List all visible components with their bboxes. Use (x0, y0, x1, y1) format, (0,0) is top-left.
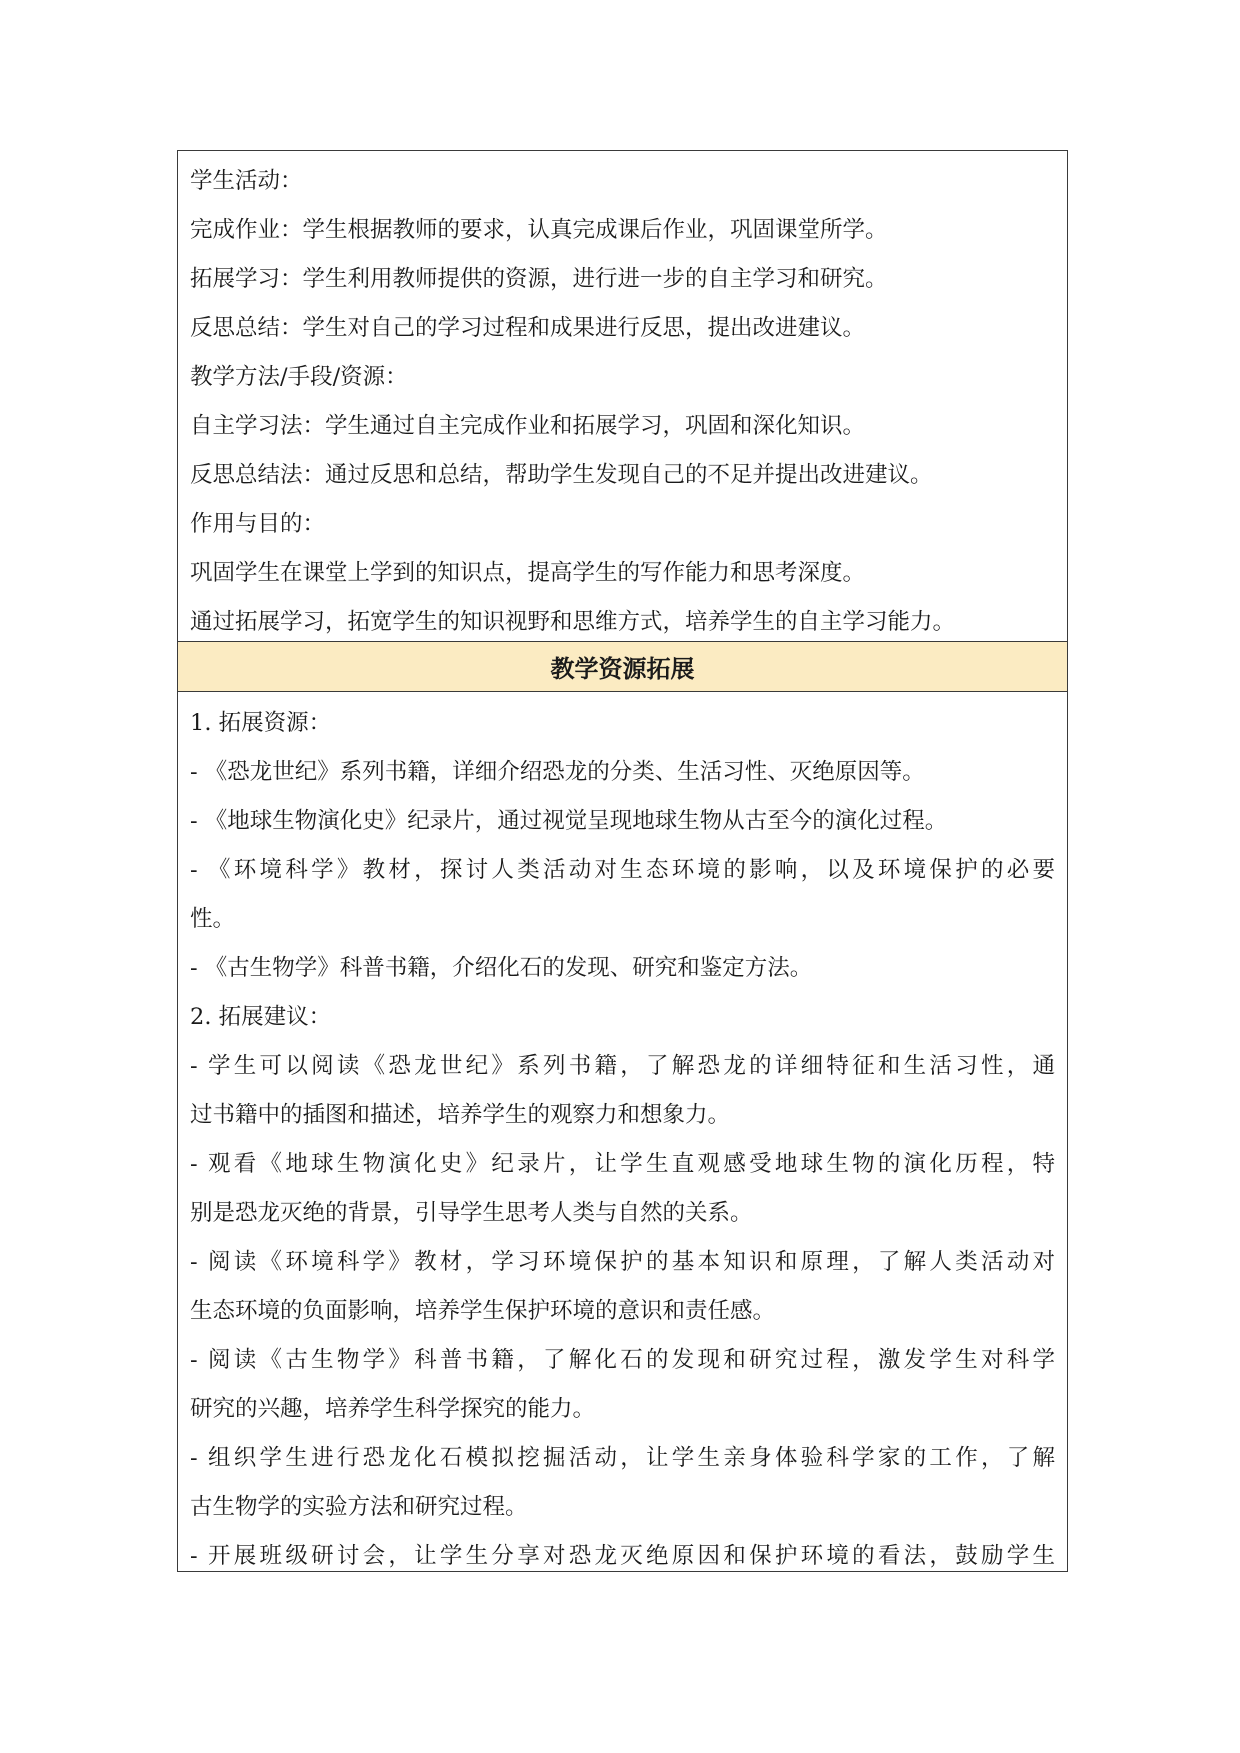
student-activity-cell (178, 151, 1067, 641)
text-line: 教学方法/手段/资源： (190, 364, 408, 390)
text-line: - 《环境科学》教材，探讨人类活动对生态环境的影响，以及环境保护的必要 (190, 857, 1055, 883)
text-line: - 开展班级研讨会，让学生分享对恐龙灭绝原因和保护环境的看法，鼓励学生 (190, 1543, 1055, 1569)
text-line: - 组织学生进行恐龙化石模拟挖掘活动，让学生亲身体验科学家的工作，了解 (190, 1445, 1055, 1471)
text-line: - 阅读《环境科学》教材，学习环境保护的基本知识和原理，了解人类活动对 (190, 1249, 1055, 1275)
text-line: 别是恐龙灭绝的背景，引导学生思考人类与自然的关系。 (190, 1200, 753, 1226)
text-line: 2. 拓展建议： (190, 1004, 332, 1030)
text-line: 巩固学生在课堂上学到的知识点，提高学生的写作能力和思考深度。 (190, 560, 866, 586)
text-line: 作用与目的： (190, 511, 326, 537)
section-header (178, 641, 1067, 692)
text-line: - 《地球生物演化史》纪录片，通过视觉呈现地球生物从古至今的演化过程。 (190, 808, 948, 834)
text-line: 性。 (190, 906, 236, 932)
text-line: 1. 拓展资源： (190, 710, 332, 736)
text-line: 完成作业：学生根据教师的要求，认真完成课后作业，巩固课堂所学。 (190, 217, 888, 243)
text-line: - 观看《地球生物演化史》纪录片，让学生直观感受地球生物的演化历程，特 (190, 1151, 1055, 1177)
text-line: - 《古生物学》科普书籍，介绍化石的发现、研究和鉴定方法。 (190, 955, 813, 981)
text-line: 通过拓展学习，拓宽学生的知识视野和思维方式，培养学生的自主学习能力。 (190, 609, 956, 635)
text-line: - 学生可以阅读《恐龙世纪》系列书籍，了解恐龙的详细特征和生活习性，通 (190, 1053, 1055, 1079)
section-header-title: 教学资源拓展 (550, 654, 695, 683)
text-line: 反思总结：学生对自己的学习过程和成果进行反思，提出改进建议。 (190, 315, 866, 341)
text-line: - 《恐龙世纪》系列书籍，详细介绍恐龙的分类、生活习性、灭绝原因等。 (190, 759, 925, 785)
text-line: 生态环境的负面影响，培养学生保护环境的意识和责任感。 (190, 1298, 776, 1324)
text-line: 研究的兴趣，培养学生科学探究的能力。 (190, 1396, 596, 1422)
text-line: 过书籍中的插图和描述，培养学生的观察力和想象力。 (190, 1102, 731, 1128)
text-line: 古生物学的实验方法和研究过程。 (190, 1494, 528, 1520)
resource-extension-cell (178, 692, 1067, 1571)
text-line: 拓展学习：学生利用教师提供的资源，进行进一步的自主学习和研究。 (190, 266, 888, 292)
text-line: 自主学习法：学生通过自主完成作业和拓展学习，巩固和深化知识。 (190, 413, 866, 439)
text-line: 学生活动： (190, 168, 303, 194)
lesson-plan-table (177, 150, 1068, 1572)
text-line: 反思总结法：通过反思和总结，帮助学生发现自己的不足并提出改进建议。 (190, 462, 933, 488)
text-line: - 阅读《古生物学》科普书籍，了解化石的发现和研究过程，激发学生对科学 (190, 1347, 1055, 1373)
